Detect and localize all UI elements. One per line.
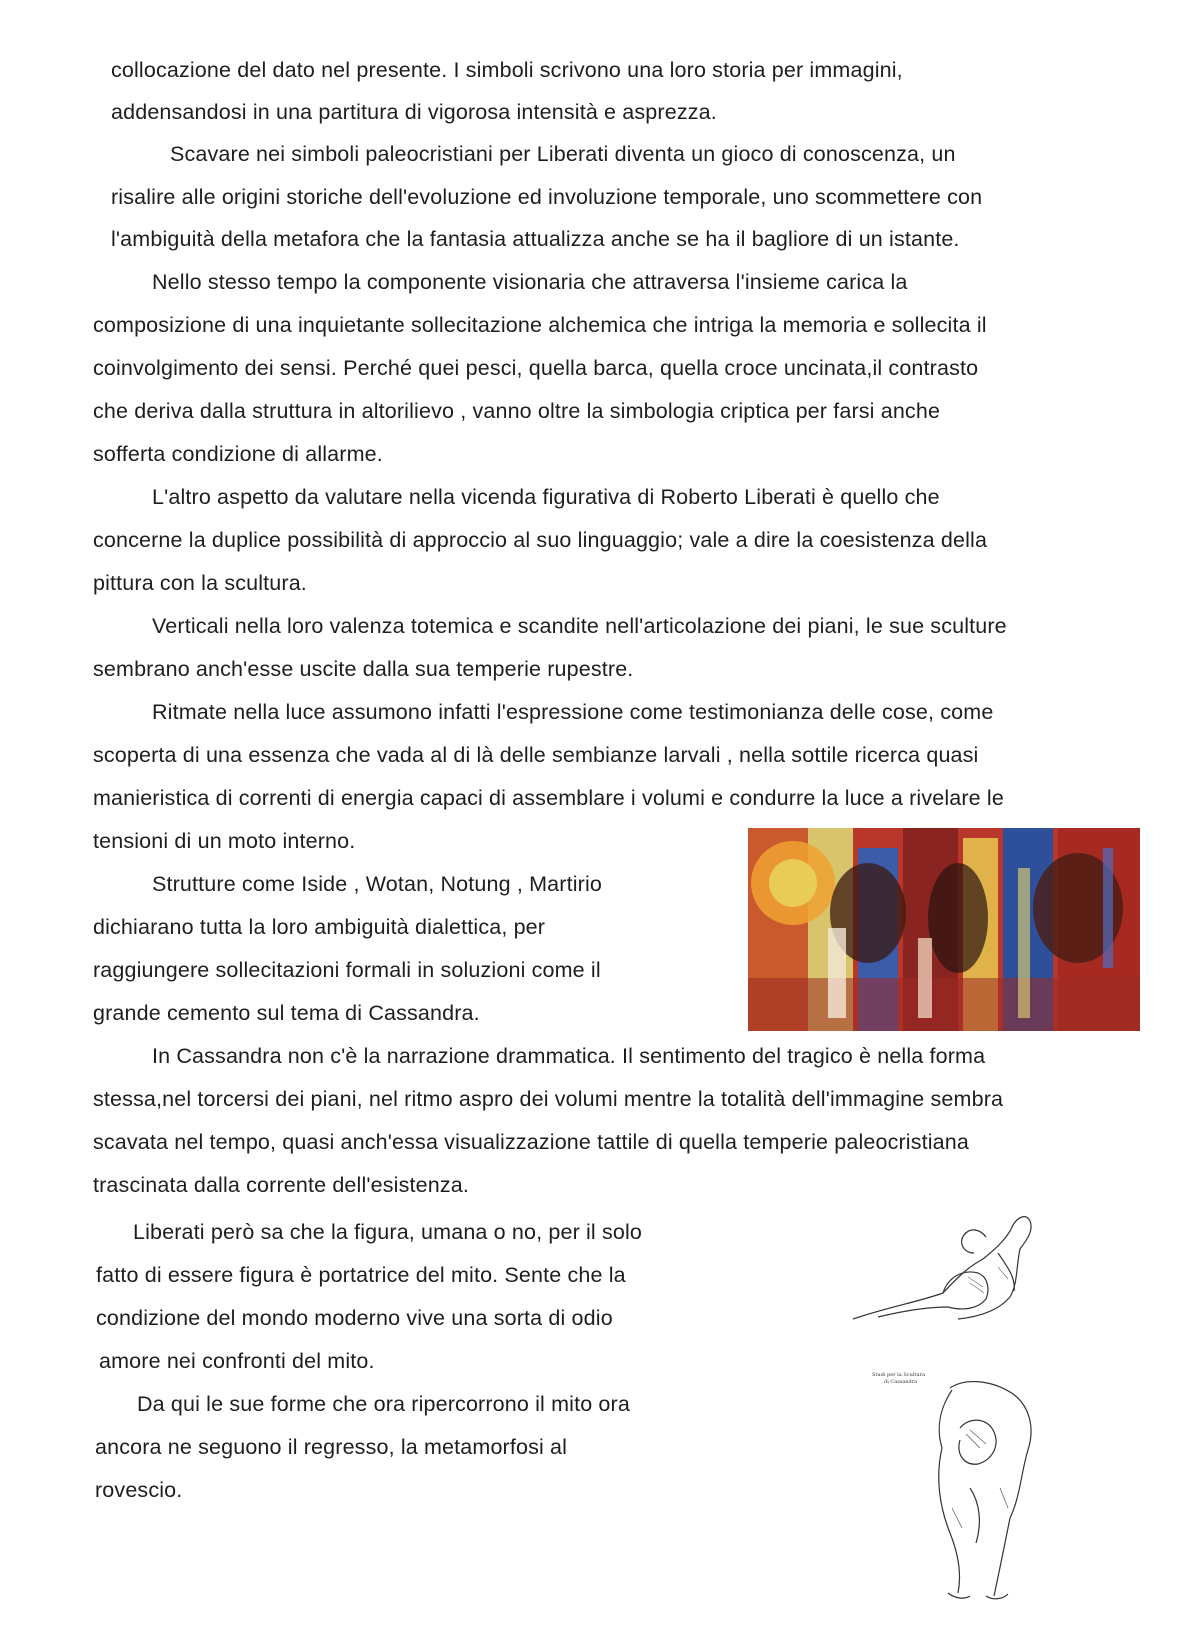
paragraph-line: raggiungere sollecitazioni formali in soluzioni come il bbox=[93, 958, 601, 982]
paragraph-line: ancora ne seguono il regresso, la metamorfosi al bbox=[95, 1435, 568, 1459]
paragraph-line: che deriva dalla struttura in altorilievo , vanno oltre la simbologia criptica per farsi anche bbox=[93, 399, 941, 423]
paragraph-line: Liberati però sa che la figura, umana o no, per il solo bbox=[133, 1220, 643, 1244]
paragraph-line: In Cassandra non c'è la narrazione drammatica. Il sentimento del tragico è nella forma bbox=[152, 1044, 986, 1068]
paragraph-line: condizione del mondo moderno vive una sorta di odio bbox=[96, 1306, 613, 1330]
paragraph-line: sembrano anch'esse uscite dalla sua temperie rupestre. bbox=[93, 657, 634, 681]
paragraph-line: Nello stesso tempo la componente visionaria che attraversa l'insieme carica la bbox=[152, 270, 908, 294]
paragraph-line: Da qui le sue forme che ora ripercorrono il mito ora bbox=[137, 1392, 630, 1416]
paragraph-line: amore nei confronti del mito. bbox=[99, 1349, 375, 1373]
paragraph-line: L'altro aspetto da valutare nella vicenda figurativa di Roberto Liberati è quello che bbox=[152, 485, 940, 509]
paragraph-line: collocazione del dato nel presente. I simboli scrivono una loro storia per immagini, bbox=[111, 58, 903, 82]
paragraph-line: l'ambiguità della metafora che la fantasia attualizza anche se ha il bagliore di un istante. bbox=[111, 227, 960, 251]
paragraph-line: concerne la duplice possibilità di approccio al suo linguaggio; vale a dire la coesistenza della bbox=[93, 528, 988, 552]
figure-sketch-crouched bbox=[870, 1368, 1045, 1608]
paragraph-line: Scavare nei simboli paleocristiani per Liberati diventa un gioco di conoscenza, un bbox=[170, 142, 956, 166]
paragraph-line: sofferta condizione di allarme. bbox=[93, 442, 383, 466]
paragraph-line: addensandosi in una partitura di vigorosa intensità e asprezza. bbox=[111, 100, 717, 124]
paragraph-line: fatto di essere figura è portatrice del mito. Sente che la bbox=[96, 1263, 626, 1287]
paragraph-line: pittura con la scultura. bbox=[93, 571, 307, 595]
svg-text:di Cassandra: di Cassandra bbox=[884, 1379, 918, 1385]
paragraph-line: dichiarano tutta la loro ambiguità dialettica, per bbox=[93, 915, 546, 939]
paragraph-line: scoperta di una essenza che vada al di là delle sembianze larvali , nella sottile ricerca quasi bbox=[93, 743, 979, 767]
paragraph-line: Ritmate nella luce assumono infatti l'espressione come testimonianza delle cose, come bbox=[152, 700, 994, 724]
paragraph-line: scavata nel tempo, quasi anch'essa visualizzazione tattile di quella temperie paleocristiana bbox=[93, 1130, 970, 1154]
paragraph-line: trascinata dalla corrente dell'esistenza. bbox=[93, 1173, 469, 1197]
paragraph-line: tensioni di un moto interno. bbox=[93, 829, 356, 853]
colorful-painting bbox=[748, 828, 1140, 1031]
paragraph-line: composizione di una inquietante sollecitazione alchemica che intriga la memoria e sollecita il bbox=[93, 313, 987, 337]
paragraph-line: rovescio. bbox=[95, 1478, 183, 1502]
paragraph-line: manieristica di correnti di energia capaci di assemblare i volumi e condurre la luce a rivelare le bbox=[93, 786, 1004, 810]
paragraph-line: coinvolgimento dei sensi. Perché quei pesci, quella barca, quella croce uncinata,il contrasto bbox=[93, 356, 979, 380]
paragraph-line: risalire alle origini storiche dell'evoluzione ed involuzione temporale, uno scommettere con bbox=[111, 185, 983, 209]
paragraph-line: grande cemento sul tema di Cassandra. bbox=[93, 1001, 480, 1025]
paragraph-line: Verticali nella loro valenza totemica e scandite nell'articolazione dei piani, le sue sculture bbox=[152, 614, 1007, 638]
paragraph-line: Strutture come Iside , Wotan, Notung , Martirio bbox=[152, 872, 602, 896]
figure-sketch-seated bbox=[848, 1207, 1038, 1327]
sketch-caption: Studi per la Scultura bbox=[872, 1372, 925, 1378]
paragraph-line: stessa,nel torcersi dei piani, nel ritmo aspro dei volumi mentre la totalità dell'immagine sembra bbox=[93, 1087, 1004, 1111]
